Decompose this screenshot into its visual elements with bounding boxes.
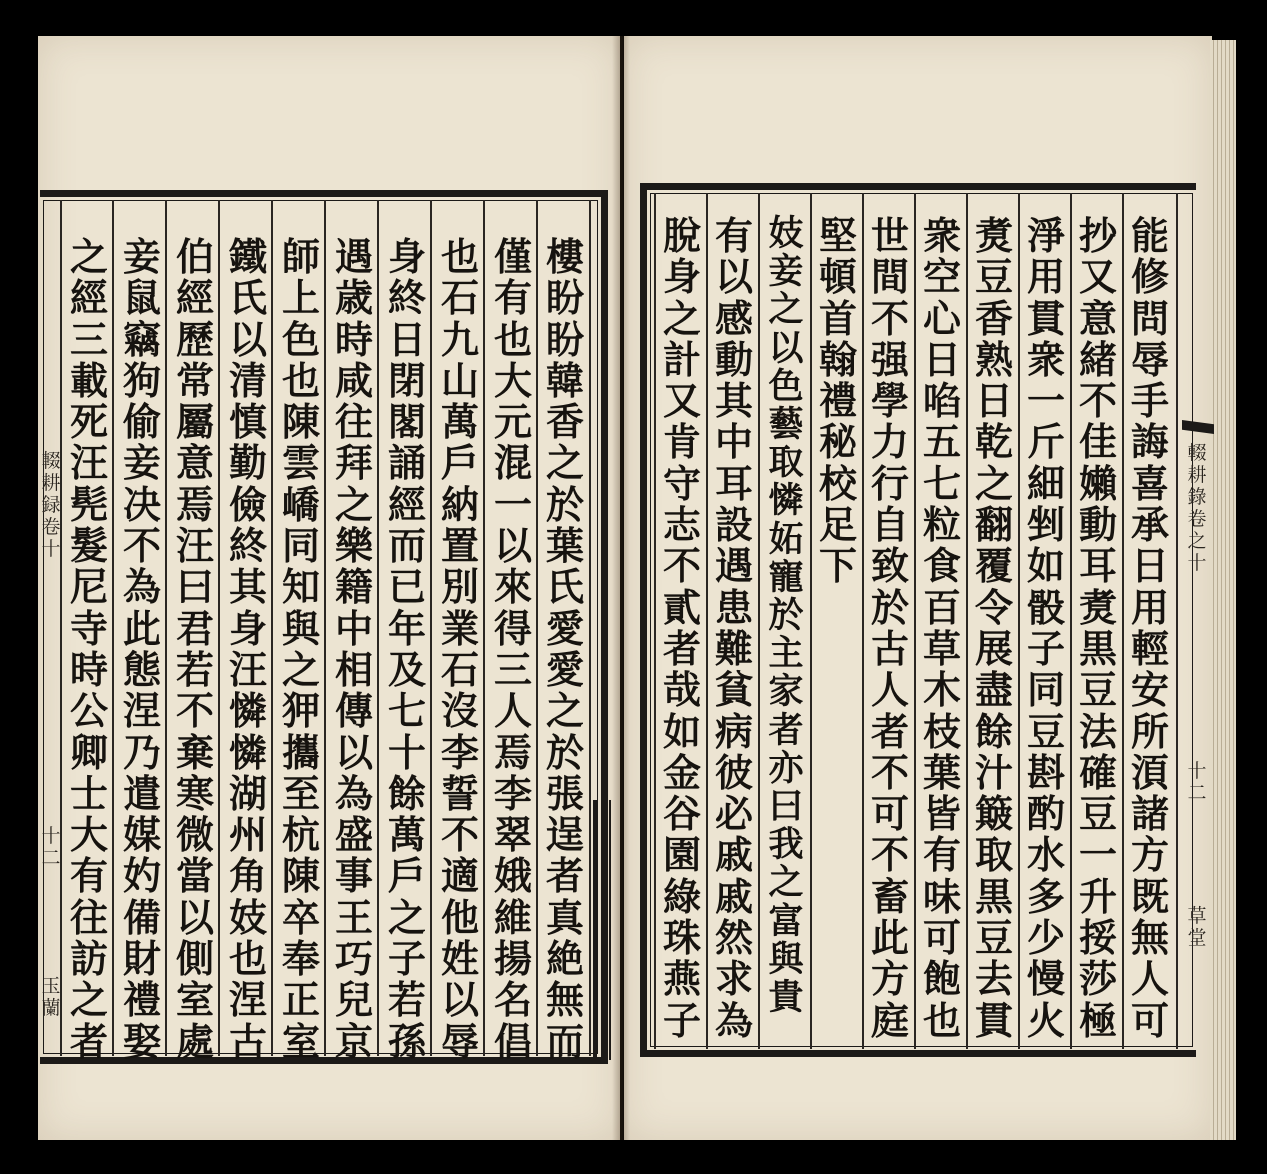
text-column (62, 236, 116, 1062)
column-rule (1176, 193, 1178, 1049)
text-column (327, 236, 381, 1062)
column-rule (914, 193, 916, 1049)
column-rule (862, 193, 864, 1049)
column-rule (1070, 193, 1072, 1049)
text-column (655, 215, 709, 1041)
text-column (967, 215, 1021, 1041)
column-rule (324, 200, 326, 1056)
column-text: 身終日閉閣誦經而已年及七十餘萬戶之子若孫 (387, 234, 426, 1064)
text-column (115, 236, 169, 1062)
text-column (538, 236, 592, 1062)
column-text: 鐵氏以清慎勤儉終其身汪憐憐湖州角妓也涅古 (228, 234, 267, 1064)
margin-hall-name: 玉蘭 (41, 975, 61, 1019)
column-rule (271, 200, 273, 1056)
text-column (380, 236, 434, 1062)
column-text: 師上色也陳雲嶠同知與之狎攜至杭陳卒奉正室 (281, 234, 320, 1064)
text-column (915, 215, 969, 1041)
text-column (759, 215, 813, 1017)
column-rule (966, 193, 968, 1049)
column-text: 僅有也大元混一以來得三人焉李翠娥維揚名倡 (493, 234, 532, 1064)
text-column (168, 236, 222, 1062)
column-text: 衆空心日啗五七粒食百草木枝葉皆有味可飽也 (922, 213, 961, 1043)
column-text: 堅頓首翰禮秘校足下 (818, 213, 857, 589)
margin-book-title: 輟耕録卷十 (41, 450, 61, 560)
page-edge-stack (1210, 40, 1236, 1140)
column-text: 脫身之計又肯守志不貳者哉如金谷園綠珠燕子 (662, 213, 701, 1043)
column-rule (430, 200, 432, 1056)
text-column (1071, 215, 1125, 1041)
margin-folio-number: 十二 (41, 825, 61, 869)
margin-hall-name: 草堂 (1187, 905, 1207, 949)
fold-seam-mark (593, 800, 611, 1060)
column-rule (758, 193, 760, 1049)
column-rule (654, 193, 656, 1049)
column-rule (706, 193, 708, 1049)
text-column (707, 215, 761, 1041)
column-text: 也石九山萬戶納置別業石沒李誓不適他姓以辱 (440, 234, 479, 1064)
text-column (274, 236, 328, 1062)
column-text: 淨用貫衆一斤細剉如骰子同豆斟酌水多少慢火 (1026, 213, 1065, 1043)
column-rule (810, 193, 812, 1049)
column-rule (1122, 193, 1124, 1049)
text-column (863, 215, 917, 1041)
column-text: 能修問辱手誨喜承日用輕安所湏諸方既無人可 (1130, 213, 1169, 1043)
text-column (486, 236, 540, 1062)
margin-folio-number: 十二 (1187, 760, 1207, 804)
column-rule (1018, 193, 1020, 1049)
text-column (221, 236, 275, 1062)
column-rule (218, 200, 220, 1056)
column-text: 妓妾之以色藝取憐妬寵於主家者亦曰我之富與貴 (768, 213, 804, 1019)
column-text: 伯經歷常屬意焉汪曰君若不棄寒微當以側室處 (175, 234, 214, 1064)
column-rule (112, 200, 114, 1056)
column-text: 之經三載死汪髡髮尼寺時公卿士大有往訪之者 (69, 234, 108, 1064)
book-gutter (612, 36, 630, 1140)
column-rule (165, 200, 167, 1056)
column-rule (536, 200, 538, 1056)
margin-book-title: 輟耕錄卷之十 (1187, 442, 1207, 574)
column-rule (60, 200, 62, 1056)
column-rule (377, 200, 379, 1056)
text-column (811, 215, 865, 587)
column-text: 樓盼盼韓香之於葉氏愛愛之於張逞者真絶無而 (545, 234, 584, 1064)
column-text: 抄又意緒不佳嬾動耳煑黒豆法確豆一升挼莎極 (1078, 213, 1117, 1043)
column-rule (483, 200, 485, 1056)
column-text: 世間不强學力行自致於古人者不可不畜此方庭 (870, 213, 909, 1043)
column-text: 遇歳時咸往拜之樂籍中相傳以為盛事王巧兒京 (334, 234, 373, 1064)
column-text: 妾鼠竊狗偷妾决不為此態涅乃遣媒妁備財禮娶 (122, 234, 161, 1064)
column-text: 煑豆香熟日乾之翻覆令展盡餘汁簸取黒豆去貫 (974, 213, 1013, 1043)
column-text: 有以感動其中耳設遇患難貧病彼必戚戚然求為 (714, 213, 753, 1043)
text-column (1019, 215, 1073, 1041)
text-column (1123, 215, 1177, 1041)
text-column (433, 236, 487, 1062)
column-rule (589, 200, 591, 1056)
